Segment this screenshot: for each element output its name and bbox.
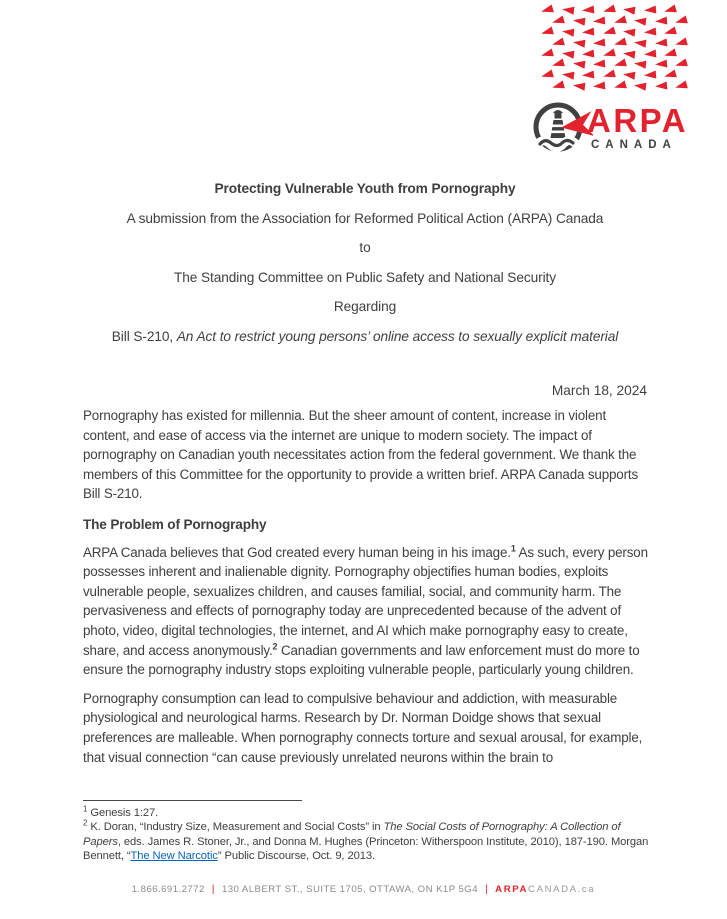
footer-site-brand: ARPA [495,884,529,895]
triangle-icon [613,80,627,91]
logo-sub-text: CANADA [591,139,677,151]
footnote-2-text-3: ” Public Discourse, Oct. 9, 2013. [217,850,375,863]
footer-site-domain: CANADA.ca [528,884,596,895]
triangle-icon [634,60,647,69]
paragraph-problem [83,543,651,680]
footnote-2-book-title: The Social Costs of Pornography: A Collection of Papers [83,821,621,848]
triangle-row [541,70,693,81]
triangle-icon [613,16,627,27]
triangle-row [552,81,693,92]
footnote-1 [83,806,651,820]
footnote-ref-2: 2 [272,641,278,652]
footnote-1-marker: 1 [83,804,88,814]
footnote-2-marker: 2 [83,818,88,828]
triangle-row [541,48,693,59]
triangle-row [552,37,693,48]
footnote-ref-1: 1 [510,543,516,554]
paragraph-problem-text-1: ARPA Canada believes that God created every human being in his image. [83,544,511,560]
triangle-icon [663,5,677,16]
triangle-icon [623,27,636,36]
triangle-icon [551,16,565,27]
triangle-icon [654,81,667,90]
triangle-row [541,27,693,38]
committee-line: The Standing Committee on Public Safety and National Security [174,269,556,285]
triangle-pattern [541,5,693,91]
triangle-icon [602,26,616,37]
triangle-icon [593,81,606,90]
bill-line [83,329,647,344]
triangle-icon [674,37,688,48]
triangle-icon [561,6,574,15]
paragraph-problem-text-3: Canadian governments and law enforcement must do more to ensure the pornography industry stops exploiting vulnerable people, particularly young children. [83,642,640,678]
triangle-icon [582,27,595,36]
footnote-2 [83,820,651,863]
footnote-separator [83,800,302,801]
triangle-icon [643,49,656,58]
footnotes-section [83,800,651,864]
lighthouse-logo-icon [531,98,593,163]
triangle-icon [602,5,616,16]
triangle-icon [572,60,585,69]
triangle-icon [551,80,565,91]
footer-address: 130 ALBERT ST., SUITE 1705, OTTAWA, ON K1P 5G4 [221,884,478,895]
new-narcotic-link[interactable]: The New Narcotic [130,850,218,863]
triangle-icon [623,6,636,15]
triangle-icon [540,26,554,37]
triangle-icon [561,27,574,36]
paragraph-addiction: Pornography consumption can lead to compulsive behaviour and addiction, with measurable physiological and neurological harms. Research by Dr. Norman Doidge shows that sexual preferences are malleable. When pornography connects torture and sexual arousal, for example, that visual connection “can cause previously unrelated neurons within the brain to [83,690,643,765]
triangle-icon [593,17,606,26]
paragraph-problem-text-2: As such, every person possesses inherent and inalienable dignity. Pornography objectifies human bodies, exploits vulnerable people, sexualizes children, and causes familial, social, and community harm. The pervasiveness and effects of pornography today are unprecedented because of the advent of photo, video, digital technologies, the internet, and AI which make pornography easy to create, share, and access anonymously. [83,544,648,658]
footer-separator: | [211,883,215,895]
logo-wordmark [587,102,689,151]
section-heading: The Problem of Pornography [83,516,267,532]
triangle-icon [593,38,606,47]
triangle-icon [561,70,574,79]
title-block [83,181,647,359]
footnote-1-text: Genesis 1:27. [87,807,159,819]
triangle-icon [540,70,554,81]
submission-line: A submission from the Association for Reformed Political Action (ARPA) Canada [126,210,604,226]
triangle-icon [663,70,677,81]
triangle-icon [613,37,627,48]
triangle-icon [634,16,647,25]
triangle-icon [654,38,667,47]
to-line: to [359,240,371,256]
triangle-icon [674,80,688,91]
footnote-2-text-2: , eds. James R. Stoner, Jr., and Donna M. Hughes (Princeton: Witherspoon Institute, 2010), 187-190. Morgan Bennett, “ [83,835,649,863]
triangle-icon [593,60,606,69]
triangle-icon [602,48,616,59]
bill-long-title: An Act to restrict young persons’ online access to sexually explicit material [176,328,619,344]
triangle-icon [551,59,565,70]
triangle-icon [623,70,636,79]
logo-brand-text: ARPA [587,102,689,139]
document-body [83,406,651,778]
triangle-icon [540,5,554,16]
triangle-icon [634,38,647,47]
triangle-icon [643,6,656,15]
triangle-icon [674,16,688,27]
triangle-icon [643,27,656,36]
triangle-icon [613,59,627,70]
triangle-icon [643,71,656,80]
triangle-icon [551,37,565,48]
triangle-row [541,5,693,16]
bill-number: Bill S-210, [111,328,177,344]
triangle-icon [663,48,677,59]
footnote-2-text-1: K. Doran, “Industry Size, Measurement and Social Costs” in [87,821,384,834]
triangle-icon [654,60,667,69]
regarding-line: Regarding [333,299,397,315]
date-line: March 18, 2024 [551,383,647,398]
page-footer [0,883,727,895]
triangle-icon [663,26,677,37]
triangle-icon [602,70,616,81]
triangle-icon [572,38,585,47]
triangle-icon [540,48,554,59]
triangle-icon [582,6,595,15]
arpa-canada-logo [531,98,688,163]
triangle-icon [582,49,595,58]
triangle-icon [634,81,647,90]
triangle-row [552,16,693,27]
triangle-icon [561,49,574,58]
triangle-icon [572,16,585,25]
triangle-icon [572,81,585,90]
triangle-row [552,59,693,70]
triangle-icon [654,17,667,26]
paragraph-intro: Pornography has existed for millennia. But the sheer amount of content, increase in violent content, and ease of access via the internet are unique to modern society. The impact of pornography on Canadian youth necessitates action from the federal government. We thank the members of this Committee for the opportunity to provide a written brief. ARPA Canada supports Bill S-210. [83,408,639,502]
triangle-icon [674,59,688,70]
footer-separator: | [484,883,489,895]
footer-phone: 1.866.691.2772 [131,884,205,895]
document-title: Protecting Vulnerable Youth from Pornography [214,181,516,196]
triangle-icon [582,71,595,80]
triangle-icon [623,49,636,58]
